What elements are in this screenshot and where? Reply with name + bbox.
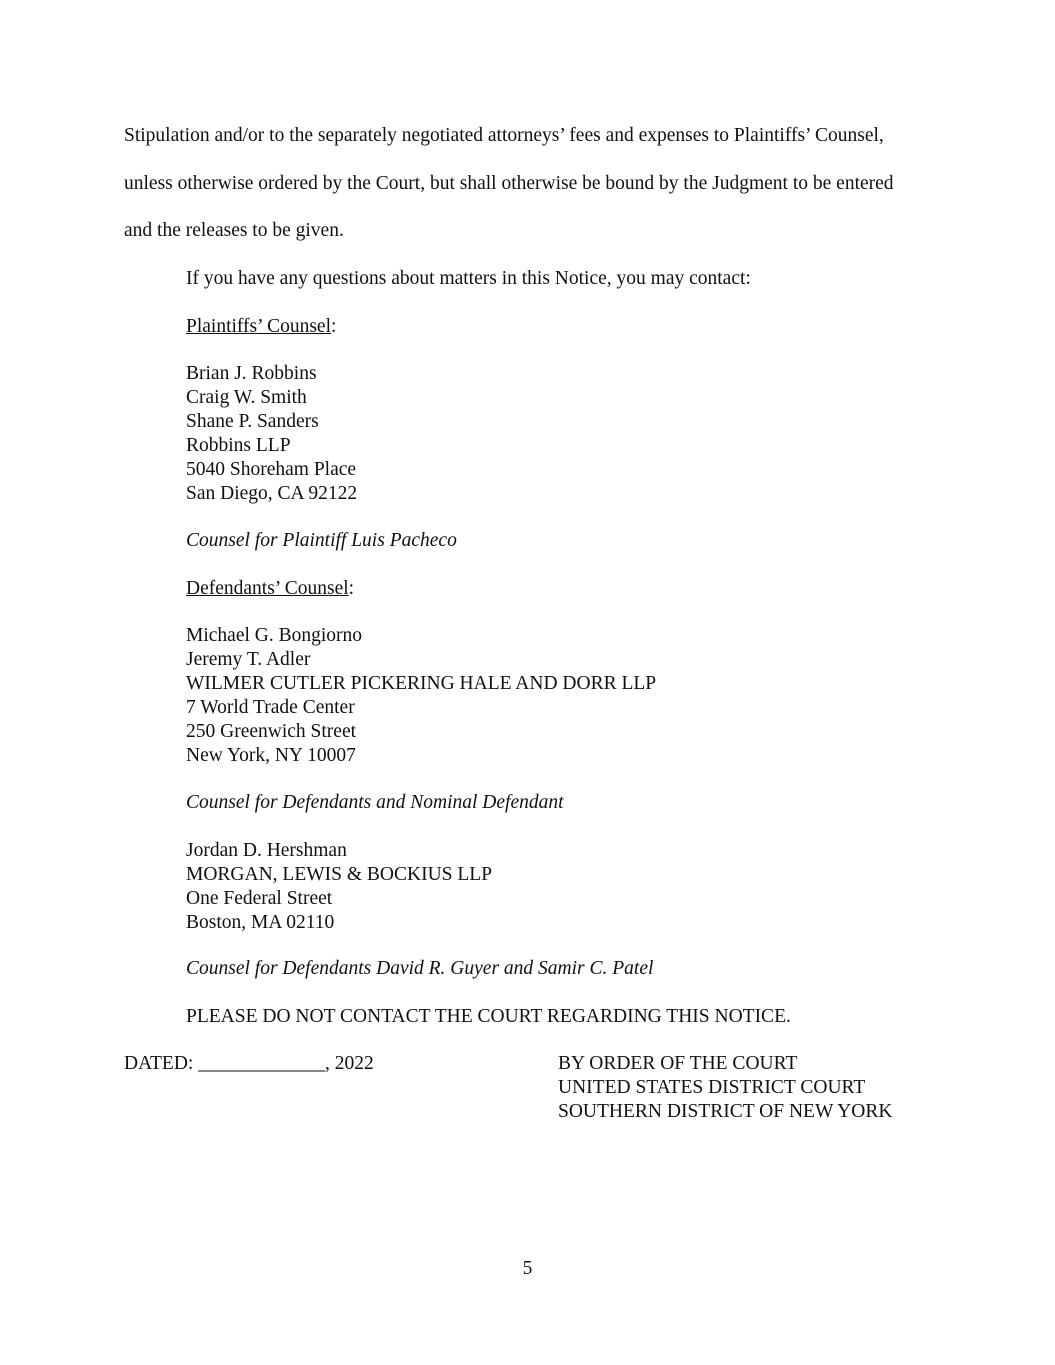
paragraph-line-3: and the releases to be given. xyxy=(124,220,344,241)
contact-intro: If you have any questions about matters in this Notice, you may contact: xyxy=(186,268,751,289)
address-line: 5040 Shoreham Place xyxy=(186,459,357,480)
defendants-counsel-heading-text: Defendants’ Counsel xyxy=(186,578,349,599)
court-order-line: BY ORDER OF THE COURT xyxy=(558,1053,798,1074)
paragraph-line-2: unless otherwise ordered by the Court, but shall otherwise be bound by the Judgment to be entered xyxy=(124,173,894,194)
court-order-block xyxy=(558,1052,892,1124)
defendants-counsel-heading xyxy=(186,577,354,601)
dated-line: DATED: _____________, 2022 xyxy=(124,1053,374,1074)
page-number: 5 xyxy=(522,1258,533,1279)
address-line: 250 Greenwich Street xyxy=(186,721,357,742)
plaintiffs-counsel-role: Counsel for Plaintiff Luis Pacheco xyxy=(186,530,457,551)
defendants-counsel-address-1 xyxy=(186,624,656,768)
address-line: San Diego, CA 92122 xyxy=(186,483,358,504)
paragraph-line-1: Stipulation and/or to the separately negotiated attorneys’ fees and expenses to Plaintiffs’ Counsel, xyxy=(124,125,884,146)
defendants-counsel-role-2: Counsel for Defendants David R. Guyer and Samir C. Patel xyxy=(186,958,654,979)
address-line: Jeremy T. Adler xyxy=(186,649,311,670)
address-line: Robbins LLP xyxy=(186,435,291,456)
do-not-contact-warning: PLEASE DO NOT CONTACT THE COURT REGARDING THIS NOTICE. xyxy=(186,1006,791,1027)
plaintiffs-heading-colon: : xyxy=(330,316,337,337)
plaintiffs-counsel-address xyxy=(186,362,357,506)
address-line: New York, NY 10007 xyxy=(186,745,356,766)
address-line: Jordan D. Hershman xyxy=(186,840,347,861)
address-line: MORGAN, LEWIS & BOCKIUS LLP xyxy=(186,864,493,885)
address-line: 7 World Trade Center xyxy=(186,697,355,718)
defendants-heading-colon: : xyxy=(348,578,355,599)
address-line: WILMER CUTLER PICKERING HALE AND DORR LLP xyxy=(186,673,657,694)
defendants-counsel-address-2 xyxy=(186,839,492,935)
address-line: Boston, MA 02110 xyxy=(186,912,335,933)
address-line: One Federal Street xyxy=(186,888,333,909)
address-line: Craig W. Smith xyxy=(186,387,307,408)
address-line: Michael G. Bongiorno xyxy=(186,625,363,646)
defendants-counsel-role-1: Counsel for Defendants and Nominal Defendant xyxy=(186,792,564,813)
plaintiffs-counsel-heading-text: Plaintiffs’ Counsel xyxy=(186,316,331,337)
address-line: Shane P. Sanders xyxy=(186,411,319,432)
court-order-line: UNITED STATES DISTRICT COURT xyxy=(558,1077,866,1098)
plaintiffs-counsel-heading xyxy=(186,315,336,339)
court-order-line: SOUTHERN DISTRICT OF NEW YORK xyxy=(558,1101,893,1122)
address-line: Brian J. Robbins xyxy=(186,363,317,384)
